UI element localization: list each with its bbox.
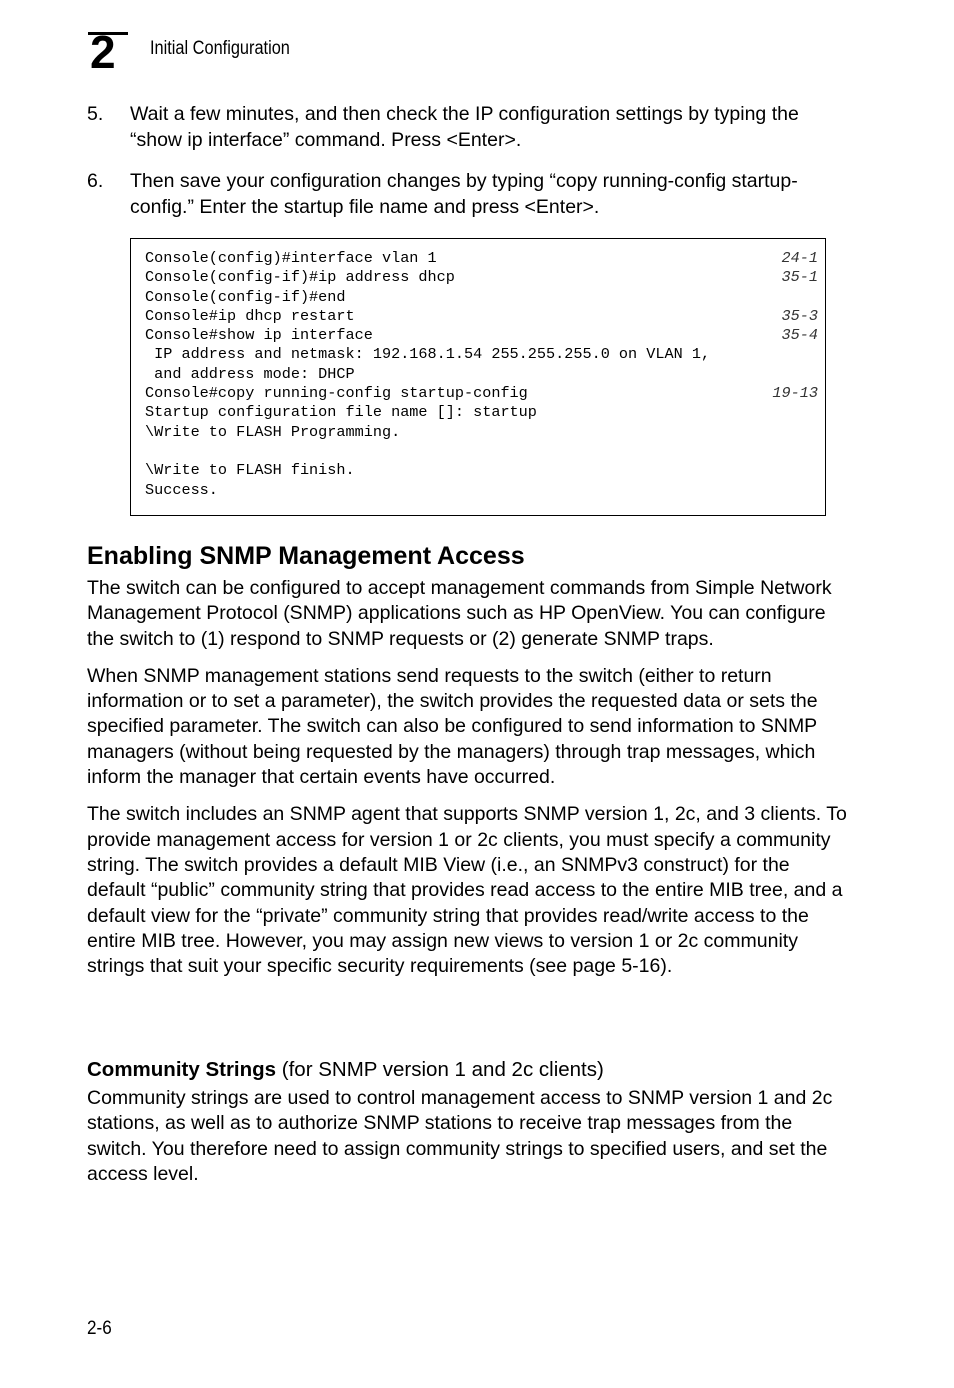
- code-text: Success.: [145, 480, 218, 499]
- chapter-marker: [88, 26, 128, 78]
- section-body: [87, 576, 847, 991]
- subsection-heading-bold: Community Strings: [87, 1058, 277, 1081]
- step-text: Wait a few minutes, and then check the IP configuration settings by typing the “show ip interface” command. Press <Enter>.: [130, 103, 799, 151]
- body-paragraph: The switch includes an SNMP agent that supports SNMP version 1, 2c, and 3 clients. To provide management access for version 1 or 2c clients, you must specify a community string. The switch provides a default MIB View (i.e., an SNMPv3 construct) for the default “public” community string that provides read access to the entire MIB tree, and a default view for the “private” community string that provides read/write access to the entire MIB tree. However, you may assign new views to version 1 or 2c community strings that suit your specific security requirements (see page 5-16).: [87, 803, 847, 978]
- subsection-body: [87, 1086, 847, 1199]
- code-text: and address mode: DHCP: [145, 364, 355, 383]
- code-reference: 35-3: [781, 306, 818, 325]
- page-number: 2-6: [87, 1318, 112, 1339]
- code-text: Console#copy running-config startup-config: [145, 384, 528, 403]
- code-text: \Write to FLASH Programming.: [145, 422, 401, 441]
- step-number: 5.: [87, 103, 104, 125]
- code-reference: 24-1: [781, 249, 818, 267]
- code-line: [145, 288, 818, 307]
- code-line: [145, 442, 818, 461]
- subsection-heading: [87, 1057, 604, 1083]
- chapter-number: 2: [90, 26, 115, 78]
- section-heading: Enabling SNMP Management Access: [87, 542, 525, 570]
- code-text: \Write to FLASH finish.: [145, 461, 355, 480]
- body-paragraph: Community strings are used to control management access to SNMP version 1 and 2c stations, as well as to authorize SNMP stations to receive trap messages from the switch. You therefore need to assign community strings to specified users, and set the access level.: [87, 1087, 833, 1185]
- code-text: Console#show ip interface: [145, 326, 373, 345]
- body-paragraph: When SNMP management stations send requests to the switch (either to return information or to set a parameter), the switch provides the requested data or sets the specified parameter. The switch can also be configured to send information to SNMP managers (without being requested by the managers) through trap messages, which inform the manager that certain events have occurred.: [87, 664, 818, 789]
- body-paragraph: The switch can be configured to accept management commands from Simple Network Management Protocol (SNMP) applications such as HP OpenView. You can configure the switch to (1) respond to SNMP requests or (2) generate SNMP traps.: [87, 577, 832, 650]
- code-text: Startup configuration file name []: startup: [145, 403, 537, 422]
- console-code-block: [130, 238, 826, 516]
- code-text: Console(config)#interface vlan 1: [145, 249, 437, 267]
- code-text: Console#ip dhcp restart: [145, 306, 355, 325]
- code-text: Console(config-if)#ip address dhcp: [145, 268, 455, 287]
- page-header: [88, 26, 908, 78]
- code-reference: 35-4: [781, 326, 818, 345]
- step-item: [87, 102, 847, 153]
- code-text: IP address and netmask: 192.168.1.54 255.255.255.0 on VLAN 1,: [145, 345, 711, 364]
- code-text: [145, 442, 818, 461]
- running-header-title: Initial Configuration: [150, 38, 290, 59]
- code-text: Console(config-if)#end: [145, 287, 346, 306]
- code-line: [145, 403, 818, 422]
- code-line: [145, 365, 818, 384]
- code-line: [145, 249, 818, 268]
- step-item: [87, 169, 847, 220]
- step-number: 6.: [87, 170, 104, 192]
- code-line: [145, 423, 818, 442]
- step-list: [87, 102, 847, 236]
- code-line: [145, 481, 818, 500]
- code-line: [145, 384, 818, 403]
- code-line: [145, 345, 818, 364]
- code-line: [145, 307, 818, 326]
- code-reference: 19-13: [772, 384, 818, 403]
- code-line: [145, 268, 818, 287]
- step-text: Then save your configuration changes by typing “copy running-config startup-config.” Enter the startup file name and press <Enter>.: [130, 170, 798, 218]
- code-line: [145, 326, 818, 345]
- code-reference: 35-1: [781, 268, 818, 287]
- subsection-heading-rest: (for SNMP version 1 and 2c clients): [276, 1058, 604, 1081]
- code-line: [145, 461, 818, 480]
